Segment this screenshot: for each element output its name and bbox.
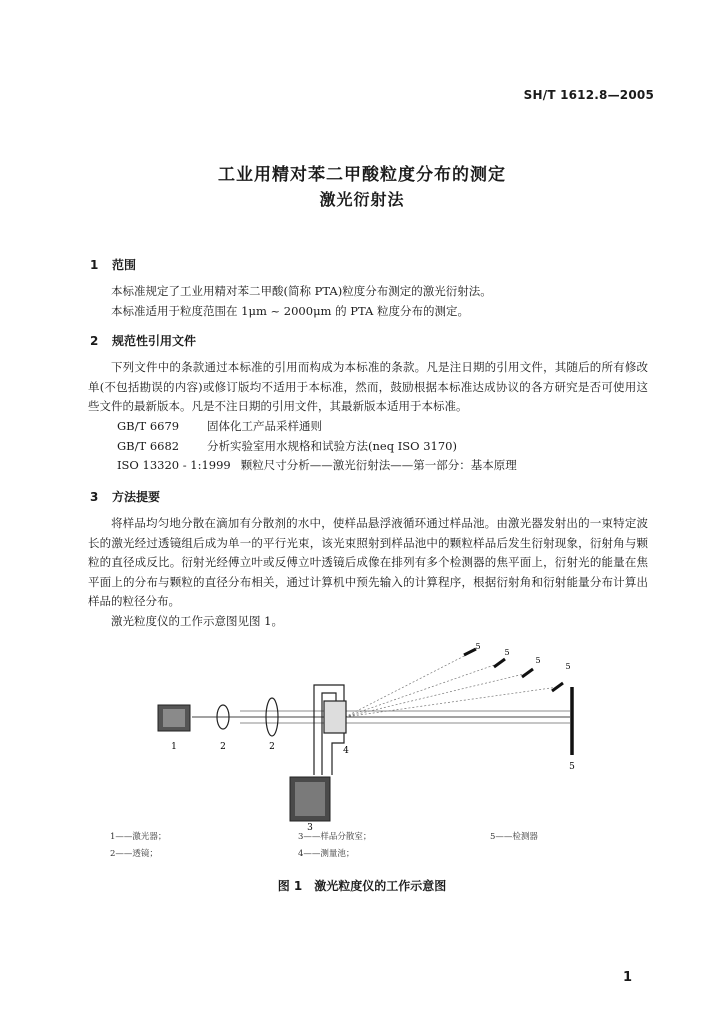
section-number: 3	[90, 490, 99, 504]
section-3-body	[88, 514, 648, 631]
reference-title: 颗粒尺寸分析——激光衍射法——第一部分：基本原理	[240, 458, 517, 472]
paragraph: 本标准适用于粒度范围在 1μm ~ 2000μm 的 PTA 粒度分布的测定。	[111, 303, 469, 318]
measurement-cell	[324, 701, 346, 733]
label-detector: 5	[565, 662, 571, 671]
dispersion-chamber-inner	[295, 782, 325, 816]
section-2-heading	[90, 332, 196, 349]
label-dispersion: 3	[307, 823, 313, 833]
laser-diffraction-schematic	[100, 625, 620, 835]
section-title: 规范性引用文件	[112, 334, 197, 348]
section-3-heading	[90, 488, 160, 505]
label-lens: 2	[269, 742, 275, 752]
section-2-body	[88, 358, 648, 417]
laser-source-inner	[163, 709, 185, 727]
diffraction-ray	[345, 653, 470, 717]
section-title: 范围	[112, 258, 137, 272]
document-title: 工业用精对苯二甲酸粒度分布的测定	[218, 165, 506, 185]
reference-list	[117, 417, 517, 476]
legend-item: 2——透镜；	[110, 849, 158, 859]
section-1-body	[88, 282, 648, 321]
label-sample-cell: 4	[343, 746, 349, 756]
reference-title: 分析实验室用水规格和试验方法(neq ISO 3170)	[207, 438, 457, 453]
detector-icon	[464, 649, 476, 655]
label-lens: 2	[220, 742, 226, 752]
legend-item: 3——样品分散室；	[298, 832, 372, 842]
section-1-heading	[90, 256, 136, 273]
paragraph: 下列文件中的条款通过本标准的引用而构成为本标准的条款。凡是注日期的引用文件，其随后的所有修改单(不包括勘误的内容)或修订版均不适用于本标准，然而，鼓励根据本标准达成协议的各方研究是否可使用这些文件的最新版本。凡是不注日期的引用文件，其最新版本适用于本标准。	[88, 360, 648, 413]
detector-icon	[494, 659, 505, 667]
figure-caption: 图 1 激光粒度仪的工作示意图	[277, 879, 447, 893]
section-number: 2	[90, 334, 99, 348]
reference-title: 固体化工产品采样通则	[207, 419, 322, 433]
label-detector: 5	[535, 656, 541, 665]
paragraph: 本标准规定了工业用精对苯二甲酸(简称 PTA)粒度分布测定的激光衍射法。	[111, 284, 492, 298]
detector-icon	[552, 683, 563, 691]
standard-code: SH/T 1612.8—2005	[523, 88, 654, 102]
reference-code: GB/T 6679	[117, 419, 180, 433]
detector-icon	[522, 669, 533, 677]
label-detector: 5	[475, 642, 481, 651]
reference-code: ISO 13320 - 1:1999	[117, 458, 231, 472]
label-detector: 5	[504, 648, 510, 657]
legend-item: 1——激光器；	[110, 832, 167, 842]
diffraction-ray	[345, 663, 500, 717]
label-detector: 5	[569, 762, 575, 772]
reference-item	[117, 456, 517, 476]
reference-code: GB/T 6682	[117, 438, 180, 453]
paragraph: 激光粒度仪的工作示意图见图 1。	[111, 613, 283, 628]
diffraction-rays	[345, 653, 558, 717]
legend-item: 4——测量池；	[298, 849, 355, 859]
paragraph: 将样品均匀地分散在滴加有分散剂的水中，使样品悬浮液循环通过样品池。由激光器发射出的一束特定波长的激光经过透镜组后成为单一的平行光束，该光束照射到样品池中的颗粒样品后发生衍射现象，衍射角与颗粒的直径成反比。衍射光经傅立叶或反傅立叶透镜后成像在排列有多个检测器的焦平面上，衍射光的能量在焦平面上的分布与颗粒的直径分布相关，通过计算机中预先输入的计算程序，根据衍射角和衍射能量分布计算出样品的粒径分布。	[88, 516, 648, 608]
reference-item	[117, 417, 517, 437]
figure-1	[100, 625, 620, 839]
document-subtitle: 激光衍射法	[319, 190, 405, 209]
page-number: 1	[622, 970, 632, 985]
section-number: 1	[90, 258, 99, 272]
section-title: 方法提要	[112, 490, 161, 504]
label-laser: 1	[171, 742, 177, 752]
legend-item: 5——检测器	[490, 832, 538, 842]
reference-item	[117, 437, 517, 457]
